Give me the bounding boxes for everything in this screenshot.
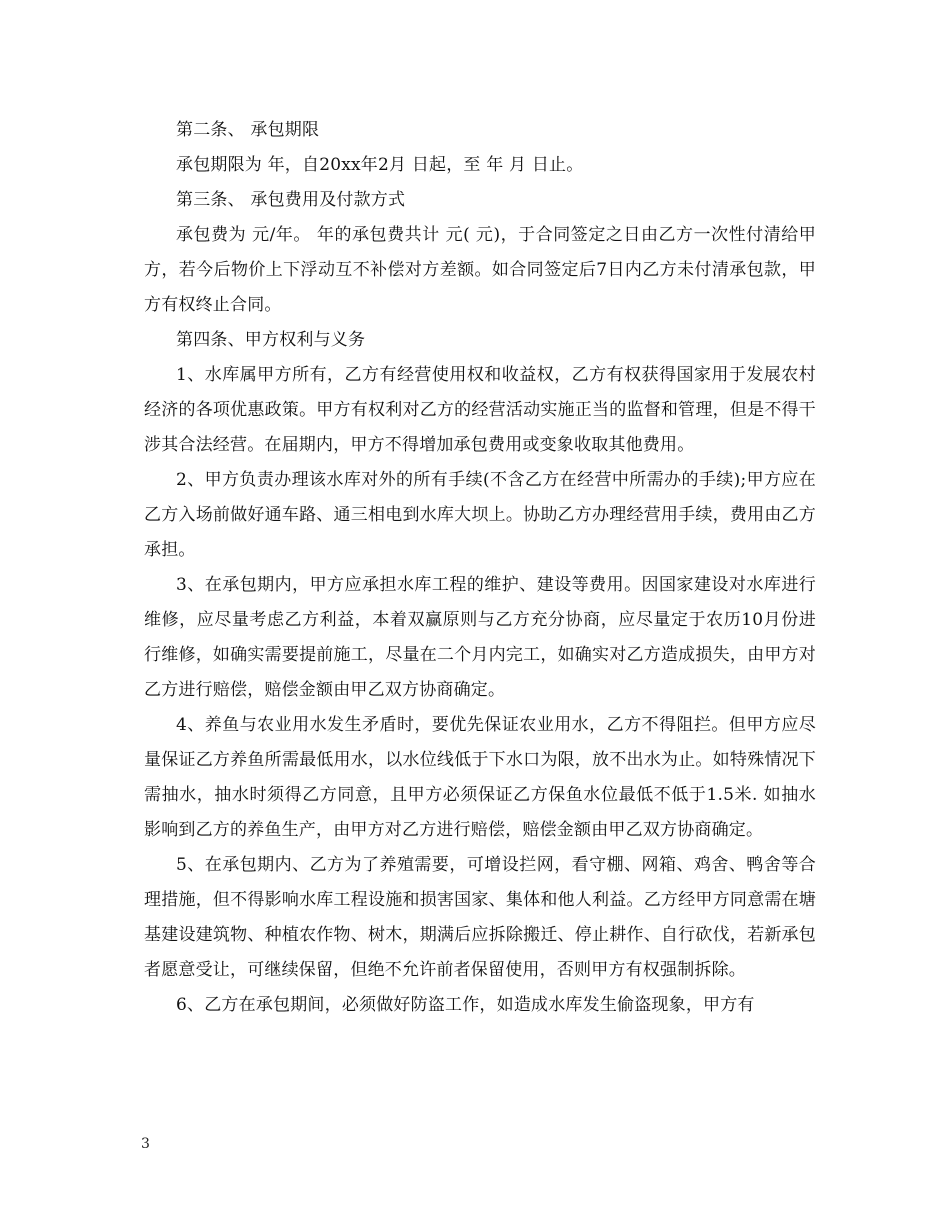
clause-3-paragraph: 3、在承包期内，甲方应承担水库工程的维护、建设等费用。因国家建设对水库进行维修，应尽量考虑乙方利益，本着双赢原则与乙方充分协商，应尽量定于农历10月份进行维修，如确实需要提前施工，尽量在二个月内完工，如确实对乙方造成损失，由甲方对乙方进行赔偿，赔偿金额由甲乙双方协商确定。 xyxy=(144,575,816,700)
clause-6-paragraph: 6、乙方在承包期间，必须做好防盗工作，如造成水库发生偷盗现象，甲方有 xyxy=(176,995,755,1015)
contract-term-line: 承包期限为 年，自20xx年2月 日起，至 年 月 日止。 xyxy=(176,155,584,175)
page-number: 3 xyxy=(141,1136,150,1152)
clause-2-paragraph: 2、甲方负责办理该水库对外的所有手续(不含乙方在经营中所需办的手续);甲方应在乙方入场前做好通车路、通三相电到水库大坝上。协助乙方办理经营用手续，费用由乙方承担。 xyxy=(144,470,816,560)
clause-5-paragraph: 5、在承包期内、乙方为了养殖需要，可增设拦网，看守棚、网箱、鸡舍、鸭舍等合理措施，但不得影响水库工程设施和损害国家、集体和他人利益。乙方经甲方同意需在塘基建设建筑物、种植农作物、树木，期满后应拆除搬迁、停止耕作、自行砍伐，若新承包者愿意受让，可继续保留，但绝不允许前者保留使用，否则甲方有权强制拆除。 xyxy=(144,855,816,980)
article-3-heading: 第三条、 承包费用及付款方式 xyxy=(176,190,406,210)
clause-1-paragraph: 1、水库属甲方所有，乙方有经营使用权和收益权，乙方有权获得国家用于发展农村经济的各项优惠政策。甲方有权利对乙方的经营活动实施正当的监督和管理，但是不得干涉其合法经营。在届期内，甲方不得增加承包费用或变象收取其他费用。 xyxy=(144,365,816,455)
document-body xyxy=(144,113,816,1023)
article-2-heading: 第二条、 承包期限 xyxy=(176,120,320,140)
article-4-heading: 第四条、甲方权利与义务 xyxy=(176,330,366,350)
clause-4-paragraph: 4、养鱼与农业用水发生矛盾时，要优先保证农业用水，乙方不得阻拦。但甲方应尽量保证乙方养鱼所需最低用水，以水位线低于下水口为限，放不出水为止。如特殊情况下需抽水，抽水时须得乙方同意，且甲方必须保证乙方保鱼水位最低不低于1.5米. 如抽水影响到乙方的养鱼生产，由甲方对乙方进行赔偿，赔偿金额由甲乙双方协商确定。 xyxy=(144,715,816,840)
payment-paragraph: 承包费为 元/年。 年的承包费共计 元( 元)，于合同签定之日由乙方一次性付清给甲方，若今后物价上下浮动互不补偿对方差额。如合同签定后7日内乙方未付清承包款，甲方有权终止合同。 xyxy=(144,225,816,315)
